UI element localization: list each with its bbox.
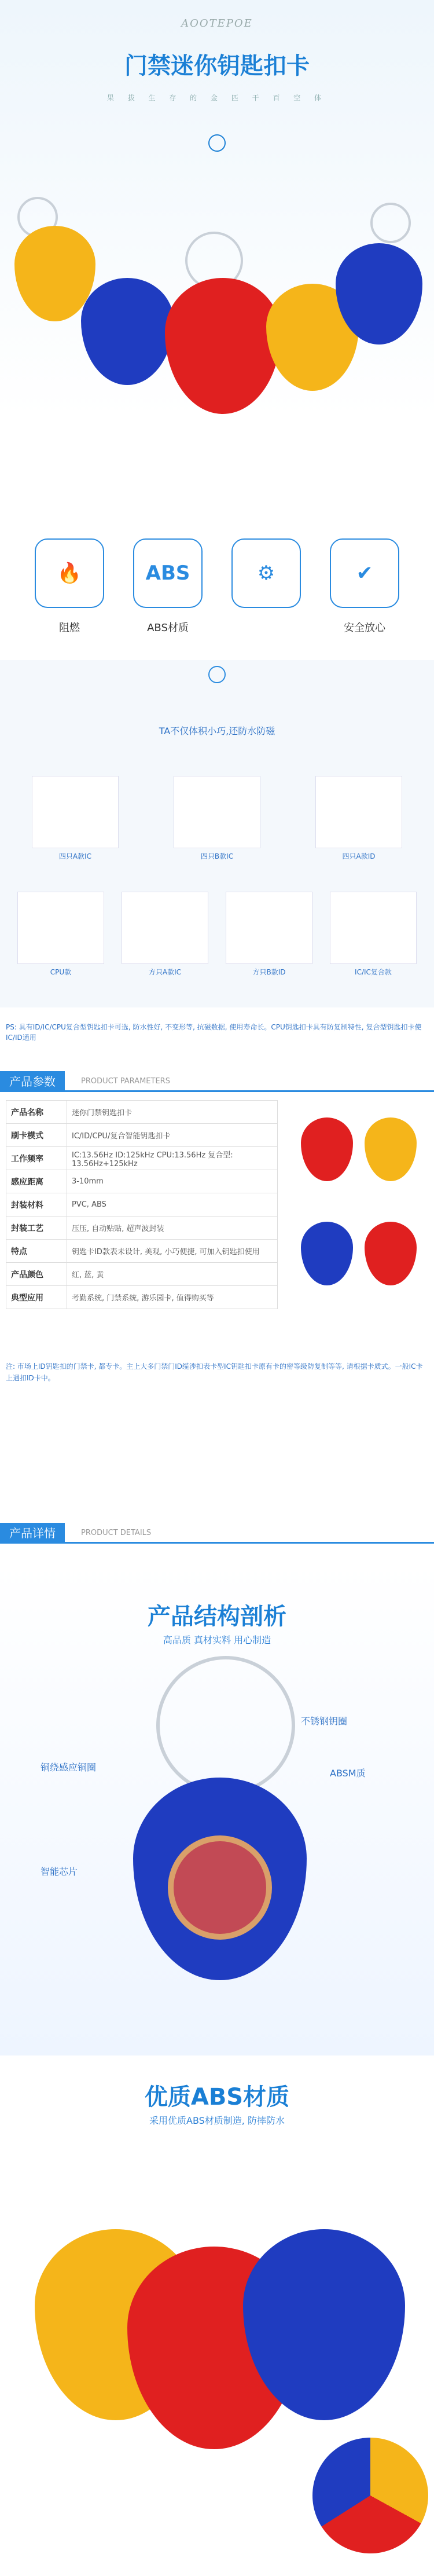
key-ring-icon: [370, 203, 411, 243]
gallery-item: [330, 892, 417, 964]
params-note: 注: 市场上ID钥匙扣的门禁卡, 都专卡。主上大多门禁门ID缆涉扣表卡型IC钥匙扣卡原有卡的密等级防复制等等, 请根据卡质式。一般IC卡上遇扣ID卡中。: [6, 1362, 423, 1382]
feature-label: 安全放心: [344, 622, 385, 634]
param-value: IC/ID/CPU/复合智能钥匙扣卡: [67, 1124, 278, 1147]
yellow-keyfob: [365, 1117, 417, 1181]
param-value: 压压, 自动贴贴, 超声波封装: [67, 1216, 278, 1240]
blue-keyfob: [81, 278, 174, 385]
badge-icon: [208, 134, 226, 152]
callout-label: 智能芯片: [41, 1866, 78, 1877]
param-value: 迷你门禁钥匙扣卡: [67, 1101, 278, 1124]
page-title: 门禁迷你钥匙扣卡: [124, 53, 310, 79]
params-table: [6, 1100, 278, 1309]
feature-label: 阻燃: [59, 622, 80, 634]
gallery-item: [32, 776, 119, 848]
gallery-item: [122, 892, 208, 964]
fire-icon: 🔥: [35, 538, 104, 608]
param-key: 特点: [6, 1240, 67, 1263]
param-key: 封装工艺: [6, 1216, 67, 1240]
table-row: [6, 1124, 278, 1147]
abs-subtitle: 采用优质ABS材质制造, 防摔防水: [149, 2115, 285, 2126]
gallery-title: TA不仅体积小巧,还防水防磁: [159, 725, 275, 736]
table-row: [6, 1101, 278, 1124]
gallery-caption: IC/IC复合款: [355, 968, 392, 976]
details-title-en: PRODUCT DETAILS: [81, 1529, 152, 1537]
params-title-en: PRODUCT PARAMETERS: [81, 1077, 170, 1086]
table-row: [6, 1286, 278, 1309]
abs-text-icon: ABS: [133, 538, 203, 608]
table-row: [6, 1147, 278, 1170]
gallery-caption: 方只A款IC: [148, 968, 182, 976]
gallery-item: [226, 892, 312, 964]
ps-note: PS: 具有ID/IC/CPU复合型钥匙扣卡可选, 防水性好, 不变形等, 抗磁数据, 使用寿命长。CPU钥匙扣卡具有防复制特性, 复合型钥匙扣卡使IC/ID通用: [6, 1023, 422, 1042]
params-header: [0, 1071, 434, 1092]
key-ring-icon: [156, 1656, 295, 1795]
param-key: 典型应用: [6, 1286, 67, 1309]
feature-label: ABS材质: [147, 622, 189, 634]
hero-banner: [0, 0, 434, 417]
table-row: [6, 1216, 278, 1240]
brand-logo: AOOTEPOE: [181, 17, 253, 30]
table-row: [6, 1240, 278, 1263]
callout-label: 铜绕感应铜圈: [41, 1762, 97, 1773]
param-value: 钥匙卡ID款表未设计, 美观, 小巧便捷, 可加入钥匙扣使用: [67, 1240, 278, 1263]
details-title: 产品详情: [0, 1523, 65, 1544]
badge-icon: [208, 666, 226, 683]
shield-check-icon: ✔: [330, 538, 399, 608]
details-header: [0, 1523, 434, 1544]
gallery-caption: CPU款: [50, 968, 72, 976]
param-key: 封装材料: [6, 1193, 67, 1216]
params-title: 产品参数: [0, 1071, 65, 1092]
param-value: 3-10mm: [67, 1170, 278, 1193]
param-key: 感应距离: [6, 1170, 67, 1193]
structure-section: [0, 1563, 434, 2055]
param-value: PVC, ABS: [67, 1193, 278, 1216]
structure-subtitle: 高品质 真材实料 用心制造: [163, 1635, 271, 1646]
gallery-section: [0, 660, 434, 1007]
red-keyfob: [365, 1222, 417, 1285]
param-value: 红, 蓝, 黄: [67, 1263, 278, 1286]
factory-icon: ⚙: [231, 538, 301, 608]
abs-title: 优质ABS材质: [144, 2084, 290, 2110]
callout-label: ABSM质: [330, 1768, 366, 1779]
param-key: 刷卡模式: [6, 1124, 67, 1147]
param-key: 产品名称: [6, 1101, 67, 1124]
table-row: [6, 1263, 278, 1286]
red-keyfob: [165, 278, 281, 414]
structure-title: 产品结构剖析: [148, 1603, 286, 1630]
gallery-item: [17, 892, 104, 964]
gallery-caption: 方只B款ID: [252, 968, 286, 976]
param-key: 产品颜色: [6, 1263, 67, 1286]
gallery-item: [315, 776, 402, 848]
param-value: 考勤系统, 门禁系统, 游乐园卡, 值得购买等: [67, 1286, 278, 1309]
gallery-item: [174, 776, 260, 848]
table-row: [6, 1193, 278, 1216]
param-key: 工作频率: [6, 1147, 67, 1170]
copper-coil: [168, 1835, 272, 1940]
gallery-caption: 四只A款IC: [58, 852, 92, 860]
gallery-caption: 四只B款IC: [200, 852, 234, 860]
gallery-caption: 四只A款ID: [342, 852, 376, 860]
abs-granules-image: [312, 2438, 428, 2553]
callout-label: 不锈钢钥圈: [301, 1716, 348, 1727]
page-subtitle: 果 拔 生 存 的 金 匹 干 百 空 体: [106, 94, 328, 102]
param-value: IC:13.56Hz ID:125kHz CPU:13.56Hz 复合型: 13.56Hz+125kHz: [67, 1147, 278, 1170]
table-row: [6, 1170, 278, 1193]
blue-keyfob: [301, 1222, 353, 1285]
red-keyfob: [301, 1117, 353, 1181]
